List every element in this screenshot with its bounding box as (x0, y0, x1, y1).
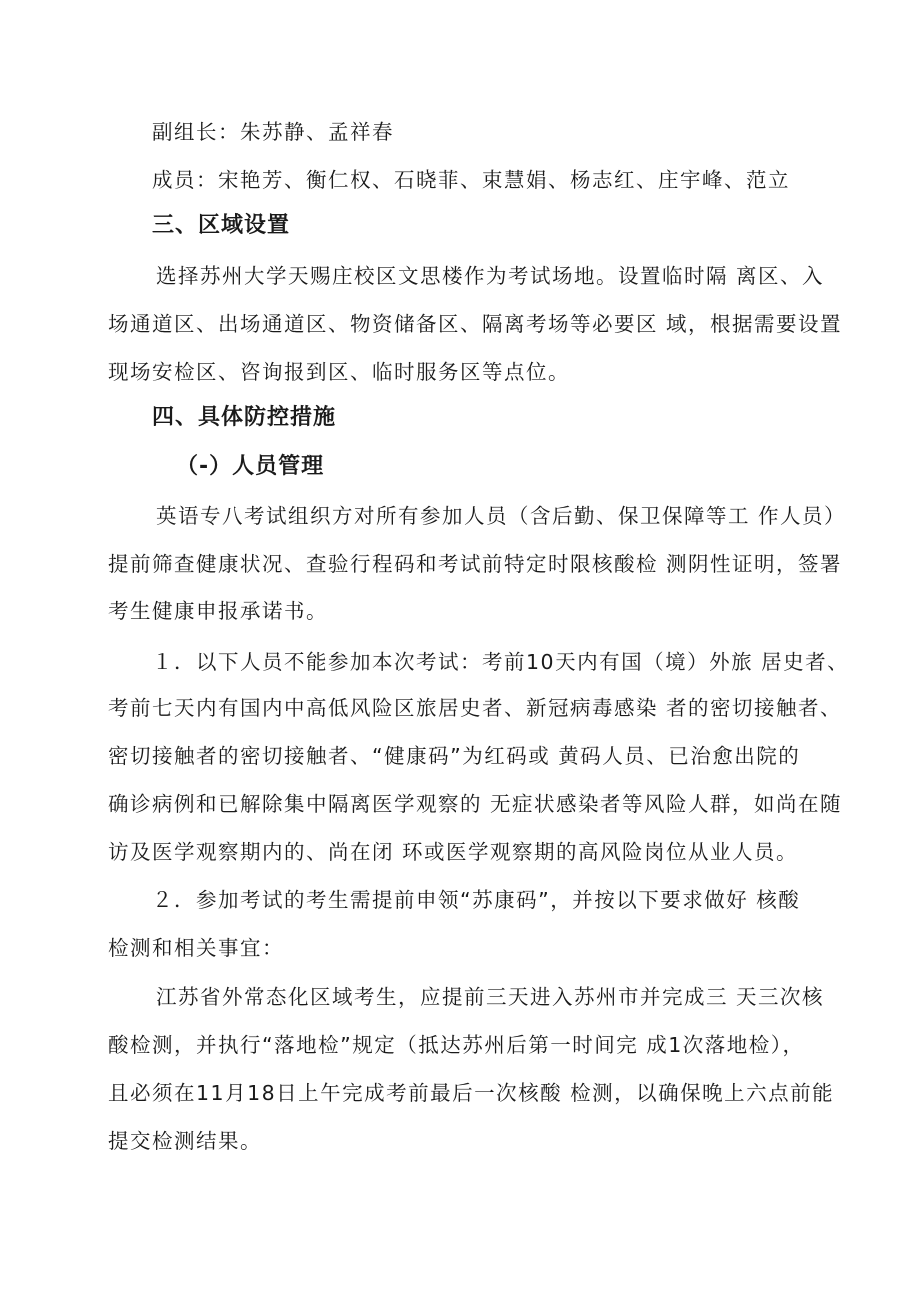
item-1-line-1: １．以下人员不能参加本次考试：考前10天内有国（境）外旅 居史者、 (152, 650, 850, 674)
section-3-line-3: 现场安检区、咨询报到区、临时服务区等点位。 (108, 360, 570, 384)
section-4-heading: 四、具体防控措施 (152, 405, 337, 430)
intro-line-3: 考生健康申报承诺书。 (108, 599, 328, 623)
section-3-heading: 三、区域设置 (152, 213, 291, 238)
item-2-detail-line-4: 提交检测结果。 (108, 1129, 262, 1153)
intro-line-1: 英语专八考试组织方对所有参加人员（含后勤、保卫保障等工 作人员） (156, 504, 847, 528)
item-2-line-1: ２．参加考试的考生需提前申领“苏康码”，并按以下要求做好 核酸 (152, 888, 801, 912)
deputy-leaders-line: 副组长：朱苏静、孟祥春 (152, 120, 394, 144)
item-2-detail-line-1: 江苏省外常态化区域考生，应提前三天进入苏州市并完成三 天三次核 (156, 985, 825, 1009)
intro-line-2: 提前筛查健康状况、查验行程码和考试前特定时限核酸检 测阴性证明，签署 (108, 552, 843, 576)
item-1-line-3: 密切接触者的密切接触者、“健康码”为红码或 黄码人员、已治愈出院的 (108, 744, 801, 768)
item-1-line-5: 访及医学观察期内的、尚在闭 环或医学观察期的高风险岗位从业人员。 (108, 840, 799, 864)
section-3-line-1: 选择苏州大学天赐庄校区文思楼作为考试场地。设置临时隔 离区、入 (156, 264, 825, 288)
members-line: 成员：宋艳芳、衡仁权、石晓菲、束慧娟、杨志红、庄宇峰、范立 (152, 168, 790, 192)
item-2-detail-line-2: 酸检测，并执行“落地检”规定（抵达苏州后第一时间完 成1次落地检）， (108, 1033, 805, 1057)
personnel-management-heading: （-）人员管理 (176, 454, 325, 479)
item-1-line-4: 确诊病例和已解除集中隔离医学观察的 无症状感染者等风险人群，如尚在随 (108, 792, 843, 816)
item-2-detail-line-3: 且必须在11月18日上午完成考前最后一次核酸 检测，以确保晚上六点前能 (108, 1081, 835, 1105)
section-3-line-2: 场通道区、出场通道区、物资储备区、隔离考场等必要区 域，根据需要设置 (108, 312, 843, 336)
item-2-line-2: 检测和相关事宜： (108, 936, 284, 960)
item-1-line-2: 考前七天内有国内中高低风险区旅居史者、新冠病毒感染 者的密切接触者、 (108, 696, 843, 720)
